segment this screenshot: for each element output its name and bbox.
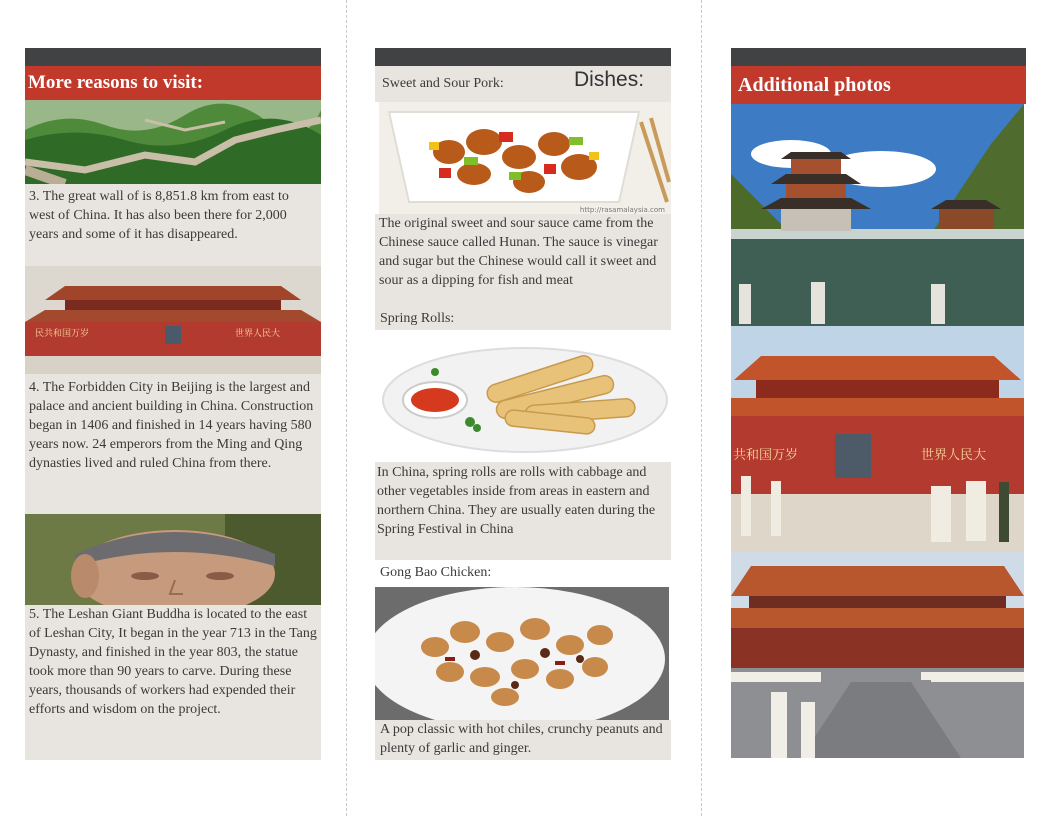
pork-text: The original sweet and sour sauce came from the Chinese sauce called Hunan. The sauce is vinegar and sugar but the Chinese would call it sweet and sour as a dipping for fish and meat (375, 214, 671, 310)
city-sign-left: 民共和国万岁 (35, 329, 90, 339)
great-wall-text: 3. The great wall of is 8,851.8 km from east to west of China. It has also been there for 2,000 years and some of it has disappeared. (25, 184, 321, 266)
chicken-text: A pop classic with hot chiles, crunchy peanuts and plenty of garlic and ginger. (375, 720, 671, 760)
photo-sign-right: 世界人民大 (921, 448, 987, 463)
left-heading: More reasons to visit: (25, 66, 321, 100)
city-sign-right: 世界人民大 (235, 329, 281, 339)
rolls-label: Spring Rolls: (380, 311, 455, 326)
great-wall-photo (25, 100, 321, 184)
forbidden-city-text: 4. The Forbidden City in Beijing is the largest and palace and ancient building in China. Construction began in 1406 and finished in 14 years having 580 years now. 24 emperors from the Ming and Qing dynasties lived and ruled China from there. (25, 374, 321, 514)
right-heading: Additional photos (731, 66, 1026, 104)
chicken-label: Gong Bao Chicken: (380, 565, 492, 580)
sweet-sour-pork-photo (379, 102, 671, 216)
spring-rolls-photo (375, 330, 671, 462)
palace-hall-photo (731, 552, 1024, 758)
left-top-bar (25, 48, 321, 66)
leshan-buddha-photo (25, 514, 321, 605)
dishes-heading: Dishes: (574, 68, 645, 91)
leshan-buddha-text: 5. The Leshan Giant Buddha is located to the east of Leshan City, It began in the year 713 in the Tang Dynasty, and finished in the year 803, the statue took more than 90 years to carve. During these years, thousands of workers had expended their efforts and wisdom on the project. (25, 605, 321, 760)
fold-line-right (701, 0, 702, 816)
right-top-bar (731, 48, 1026, 66)
forbidden-city-photo (25, 266, 321, 374)
pork-label: Sweet and Sour Pork: (382, 76, 504, 91)
gong-bao-chicken-photo (375, 587, 669, 720)
pagoda-lake-photo (731, 104, 1024, 326)
middle-top-bar (375, 48, 671, 66)
fold-line-left (346, 0, 347, 816)
tiananmen-photo (731, 326, 1024, 552)
pork-photo-watermark: http://rasamalaysia.com (579, 206, 665, 214)
photo-sign-left: 共和国万岁 (733, 448, 799, 463)
rolls-text: In China, spring rolls are rolls with cabbage and other vegetables inside from areas in eastern and northern China. They are usually eaten during the Spring Festival in China (375, 462, 671, 560)
